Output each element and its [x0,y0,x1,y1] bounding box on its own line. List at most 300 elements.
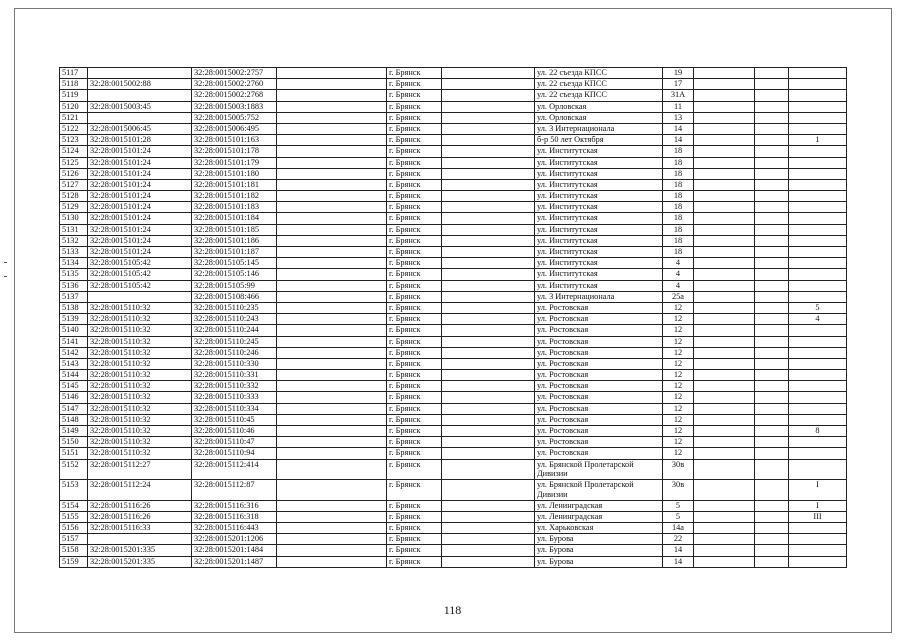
house-number-cell: 12 [663,325,694,336]
parcel-cadastral-cell: 32:28:0015101:24 [88,168,192,179]
object-cadastral-cell: 32:28:0015002:2760 [192,79,277,90]
table-row [60,269,847,280]
city-cell: г. Брянск [387,522,442,533]
table-row [60,522,847,533]
street-cell: ул. Ростовская [535,448,663,459]
street-cell: ул. Ленинградская [535,500,663,511]
street-cell: ул. Институтская [535,191,663,202]
parcel-cadastral-cell: 32:28:0015112:27 [88,459,192,480]
street-cell: ул. Ростовская [535,325,663,336]
empty-cell [694,437,755,448]
parcel-cadastral-cell: 32:28:0015110:32 [88,392,192,403]
street-cell: ул. 22 съезда КПСС [535,79,663,90]
house-number-cell: 4 [663,258,694,269]
empty-cell [755,123,789,134]
object-cadastral-cell: 32:28:0015110:243 [192,314,277,325]
empty-cell [755,168,789,179]
premises-number-cell [789,191,847,202]
street-cell: ул. Институтская [535,168,663,179]
house-number-cell: 12 [663,426,694,437]
house-number-cell: 12 [663,381,694,392]
table-row [60,135,847,146]
city-cell: г. Брянск [387,112,442,123]
parcel-cadastral-cell: 32:28:0015101:24 [88,247,192,258]
house-number-cell: 14 [663,135,694,146]
empty-cell [442,202,535,213]
empty-cell [755,280,789,291]
parcel-cadastral-cell: 32:28:0015006:45 [88,123,192,134]
house-number-cell: 12 [663,448,694,459]
row-number-cell: 5128 [60,191,88,202]
object-cadastral-cell: 32:28:0015003:1883 [192,101,277,112]
street-cell: ул. Институтская [535,179,663,190]
house-number-cell: 12 [663,392,694,403]
table-row [60,381,847,392]
premises-number-cell [789,79,847,90]
city-cell: г. Брянск [387,213,442,224]
house-number-cell: 12 [663,347,694,358]
empty-cell [277,437,387,448]
premises-number-cell: I [789,480,847,501]
row-number-cell: 5131 [60,224,88,235]
empty-cell [277,191,387,202]
city-cell: г. Брянск [387,123,442,134]
empty-cell [694,522,755,533]
parcel-cadastral-cell [88,90,192,101]
row-number-cell: 5122 [60,123,88,134]
empty-cell [755,414,789,425]
street-cell: ул. Харьковская [535,522,663,533]
empty-cell [277,90,387,101]
row-number-cell: 5124 [60,146,88,157]
empty-cell [442,179,535,190]
empty-cell [442,168,535,179]
parcel-cadastral-cell: 32:28:0015110:32 [88,336,192,347]
empty-cell [442,302,535,313]
premises-number-cell [789,179,847,190]
premises-number-cell [789,202,847,213]
empty-cell [694,556,755,567]
row-number-cell: 5119 [60,90,88,101]
empty-cell [755,302,789,313]
object-cadastral-cell: 32:28:0015110:332 [192,381,277,392]
table-row [60,235,847,246]
empty-cell [755,358,789,369]
object-cadastral-cell: 32:28:0015201:1487 [192,556,277,567]
house-number-cell: 14 [663,123,694,134]
city-cell: г. Брянск [387,511,442,522]
object-cadastral-cell: 32:28:0015110:46 [192,426,277,437]
house-number-cell: 17 [663,79,694,90]
empty-cell [277,325,387,336]
empty-cell [694,146,755,157]
premises-number-cell [789,247,847,258]
empty-cell [755,347,789,358]
empty-cell [442,247,535,258]
empty-cell [694,213,755,224]
street-cell: ул. Орловская [535,101,663,112]
object-cadastral-cell: 32:28:0015110:244 [192,325,277,336]
empty-cell [277,269,387,280]
table-row [60,291,847,302]
row-number-cell: 5144 [60,370,88,381]
empty-cell [277,545,387,556]
street-cell: ул. Ленинградская [535,511,663,522]
empty-cell [755,448,789,459]
empty-cell [277,68,387,79]
empty-cell [442,370,535,381]
registry-body [60,68,847,568]
object-cadastral-cell: 32:28:0015201:1484 [192,545,277,556]
table-row [60,459,847,480]
empty-cell [277,511,387,522]
house-number-cell: 18 [663,191,694,202]
table-row [60,403,847,414]
empty-cell [694,325,755,336]
empty-cell [755,68,789,79]
object-cadastral-cell: 32:28:0015201:1206 [192,534,277,545]
street-cell: ул. Институтская [535,269,663,280]
table-row [60,280,847,291]
row-number-cell: 5156 [60,522,88,533]
premises-number-cell [789,235,847,246]
parcel-cadastral-cell [88,68,192,79]
empty-cell [694,235,755,246]
city-cell: г. Брянск [387,448,442,459]
table-row [60,392,847,403]
empty-cell [277,336,387,347]
empty-cell [277,79,387,90]
row-number-cell: 5148 [60,414,88,425]
empty-cell [277,224,387,235]
object-cadastral-cell: 32:28:0015110:235 [192,302,277,313]
premises-number-cell [789,556,847,567]
object-cadastral-cell: 32:28:0015101:187 [192,247,277,258]
premises-number-cell [789,269,847,280]
city-cell: г. Брянск [387,480,442,501]
premises-number-cell: 8 [789,426,847,437]
house-number-cell: 18 [663,224,694,235]
empty-cell [694,358,755,369]
house-number-cell: 18 [663,213,694,224]
object-cadastral-cell: 32:28:0015101:180 [192,168,277,179]
parcel-cadastral-cell: 32:28:0015110:32 [88,381,192,392]
object-cadastral-cell: 32:28:0015101:183 [192,202,277,213]
city-cell: г. Брянск [387,280,442,291]
object-cadastral-cell: 32:28:0015005:752 [192,112,277,123]
city-cell: г. Брянск [387,358,442,369]
empty-cell [442,213,535,224]
street-cell: б-р 50 лет Октября [535,135,663,146]
table-row [60,224,847,235]
table-row [60,556,847,567]
row-number-cell: 5157 [60,534,88,545]
empty-cell [442,448,535,459]
row-number-cell: 5146 [60,392,88,403]
empty-cell [755,522,789,533]
object-cadastral-cell: 32:28:0015110:245 [192,336,277,347]
empty-cell [694,511,755,522]
street-cell: ул. 3 Интернационала [535,291,663,302]
empty-cell [755,213,789,224]
empty-cell [755,269,789,280]
empty-cell [755,235,789,246]
house-number-cell: 12 [663,336,694,347]
city-cell: г. Брянск [387,179,442,190]
row-number-cell: 5123 [60,135,88,146]
premises-number-cell [789,522,847,533]
city-cell: г. Брянск [387,556,442,567]
empty-cell [694,258,755,269]
premises-number-cell: I [789,500,847,511]
object-cadastral-cell: 32:28:0015101:178 [192,146,277,157]
empty-cell [277,459,387,480]
parcel-cadastral-cell: 32:28:0015101:24 [88,224,192,235]
table-row [60,112,847,123]
object-cadastral-cell: 32:28:0015116:316 [192,500,277,511]
empty-cell [442,426,535,437]
empty-cell [442,522,535,533]
table-row [60,325,847,336]
row-number-cell: 5138 [60,302,88,313]
row-number-cell: 5145 [60,381,88,392]
empty-cell [755,258,789,269]
empty-cell [277,534,387,545]
parcel-cadastral-cell: 32:28:0015105:42 [88,258,192,269]
table-row [60,146,847,157]
object-cadastral-cell: 32:28:0015101:163 [192,135,277,146]
street-cell: ул. 22 съезда КПСС [535,68,663,79]
premises-number-cell [789,68,847,79]
empty-cell [694,459,755,480]
empty-cell [442,101,535,112]
city-cell: г. Брянск [387,403,442,414]
parcel-cadastral-cell: 32:28:0015110:32 [88,302,192,313]
premises-number-cell [789,534,847,545]
premises-number-cell [789,291,847,302]
city-cell: г. Брянск [387,392,442,403]
empty-cell [277,157,387,168]
margin-mark [4,276,7,277]
empty-cell [694,291,755,302]
empty-cell [694,280,755,291]
empty-cell [755,202,789,213]
parcel-cadastral-cell: 32:28:0015110:32 [88,314,192,325]
city-cell: г. Брянск [387,370,442,381]
object-cadastral-cell: 32:28:0015006:495 [192,123,277,134]
premises-number-cell [789,370,847,381]
empty-cell [755,146,789,157]
house-number-cell: 18 [663,179,694,190]
empty-cell [694,500,755,511]
empty-cell [694,191,755,202]
empty-cell [442,534,535,545]
parcel-cadastral-cell [88,291,192,302]
table-row [60,191,847,202]
street-cell: ул. Ростовская [535,358,663,369]
row-number-cell: 5125 [60,157,88,168]
street-cell: ул. Институтская [535,157,663,168]
table-row [60,414,847,425]
premises-number-cell [789,358,847,369]
empty-cell [442,314,535,325]
premises-number-cell [789,213,847,224]
row-number-cell: 5136 [60,280,88,291]
parcel-cadastral-cell: 32:28:0015105:42 [88,280,192,291]
house-number-cell: 13 [663,112,694,123]
house-number-cell: 18 [663,157,694,168]
table-row [60,534,847,545]
object-cadastral-cell: 32:28:0015101:182 [192,191,277,202]
table-row [60,68,847,79]
house-number-cell: 18 [663,235,694,246]
house-number-cell: 18 [663,247,694,258]
street-cell: ул. Брянской Пролетарской Дивизии [535,459,663,480]
empty-cell [442,291,535,302]
table-row [60,437,847,448]
empty-cell [755,500,789,511]
premises-number-cell [789,146,847,157]
parcel-cadastral-cell: 32:28:0015101:28 [88,135,192,146]
parcel-cadastral-cell: 32:28:0015110:32 [88,358,192,369]
empty-cell [755,426,789,437]
empty-cell [694,123,755,134]
premises-number-cell [789,437,847,448]
street-cell: ул. Институтская [535,235,663,246]
empty-cell [694,101,755,112]
row-number-cell: 5152 [60,459,88,480]
parcel-cadastral-cell: 32:28:0015116:33 [88,522,192,533]
table-row [60,90,847,101]
empty-cell [277,101,387,112]
table-row [60,358,847,369]
empty-cell [442,146,535,157]
empty-cell [694,414,755,425]
row-number-cell: 5139 [60,314,88,325]
empty-cell [755,291,789,302]
empty-cell [755,101,789,112]
house-number-cell: 25а [663,291,694,302]
object-cadastral-cell: 32:28:0015101:185 [192,224,277,235]
empty-cell [694,370,755,381]
object-cadastral-cell: 32:28:0015105:145 [192,258,277,269]
parcel-cadastral-cell: 32:28:0015201:335 [88,556,192,567]
empty-cell [277,414,387,425]
empty-cell [277,280,387,291]
row-number-cell: 5130 [60,213,88,224]
premises-number-cell [789,392,847,403]
empty-cell [694,90,755,101]
object-cadastral-cell: 32:28:0015101:181 [192,179,277,190]
empty-cell [694,403,755,414]
city-cell: г. Брянск [387,426,442,437]
premises-number-cell [789,90,847,101]
premises-number-cell [789,123,847,134]
empty-cell [694,179,755,190]
empty-cell [277,500,387,511]
city-cell: г. Брянск [387,500,442,511]
parcel-cadastral-cell: 32:28:0015110:32 [88,370,192,381]
empty-cell [694,224,755,235]
house-number-cell: 18 [663,168,694,179]
empty-cell [277,302,387,313]
row-number-cell: 5147 [60,403,88,414]
city-cell: г. Брянск [387,269,442,280]
parcel-cadastral-cell: 32:28:0015116:26 [88,500,192,511]
empty-cell [694,545,755,556]
premises-number-cell [789,280,847,291]
city-cell: г. Брянск [387,202,442,213]
empty-cell [694,480,755,501]
city-cell: г. Брянск [387,302,442,313]
street-cell: ул. Ростовская [535,437,663,448]
street-cell: ул. Ростовская [535,392,663,403]
empty-cell [442,403,535,414]
object-cadastral-cell: 32:28:0015112:87 [192,480,277,501]
empty-cell [694,426,755,437]
table-row [60,157,847,168]
parcel-cadastral-cell [88,534,192,545]
empty-cell [442,325,535,336]
premises-number-cell: 4 [789,314,847,325]
empty-cell [442,459,535,480]
empty-cell [755,381,789,392]
empty-cell [694,79,755,90]
premises-number-cell [789,336,847,347]
empty-cell [694,314,755,325]
empty-cell [755,157,789,168]
empty-cell [694,448,755,459]
empty-cell [442,79,535,90]
street-cell: ул. Ростовская [535,381,663,392]
city-cell: г. Брянск [387,258,442,269]
empty-cell [442,480,535,501]
city-cell: г. Брянск [387,381,442,392]
city-cell: г. Брянск [387,314,442,325]
table-row [60,545,847,556]
object-cadastral-cell: 32:28:0015110:334 [192,403,277,414]
registry-table [59,67,847,568]
row-number-cell: 5133 [60,247,88,258]
parcel-cadastral-cell: 32:28:0015110:32 [88,426,192,437]
house-number-cell: 5 [663,511,694,522]
parcel-cadastral-cell: 32:28:0015101:24 [88,179,192,190]
empty-cell [755,112,789,123]
parcel-cadastral-cell: 32:28:0015110:32 [88,448,192,459]
street-cell: ул. Институтская [535,146,663,157]
object-cadastral-cell: 32:28:0015110:246 [192,347,277,358]
empty-cell [442,90,535,101]
empty-cell [277,347,387,358]
city-cell: г. Брянск [387,347,442,358]
row-number-cell: 5132 [60,235,88,246]
premises-number-cell [789,414,847,425]
premises-number-cell [789,325,847,336]
premises-number-cell [789,459,847,480]
empty-cell [755,534,789,545]
street-cell: ул. Ростовская [535,426,663,437]
house-number-cell: 12 [663,302,694,313]
empty-cell [277,168,387,179]
city-cell: г. Брянск [387,101,442,112]
row-number-cell: 5154 [60,500,88,511]
empty-cell [755,90,789,101]
premises-number-cell: III [789,511,847,522]
city-cell: г. Брянск [387,459,442,480]
empty-cell [277,202,387,213]
row-number-cell: 5140 [60,325,88,336]
object-cadastral-cell: 32:28:0015101:184 [192,213,277,224]
